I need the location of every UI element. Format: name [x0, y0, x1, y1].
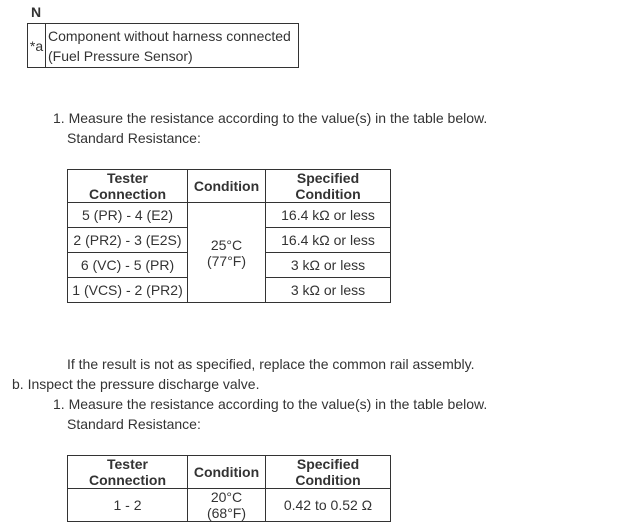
col-header-condition: Condition [188, 170, 266, 203]
condition-cell: 25°C (77°F) [188, 203, 266, 303]
tester-connection-cell: 1 (VCS) - 2 (PR2) [68, 278, 188, 303]
step-2-subtext: Standard Resistance: [67, 416, 201, 432]
col-header-spec: Specified Condition [266, 456, 391, 489]
legend-line-1: Component without harness connected [48, 27, 291, 44]
legend-key: *a [28, 24, 46, 68]
tester-connection-cell: 5 (PR) - 4 (E2) [68, 203, 188, 228]
step-2-text: 1. Measure the resistance according to the value(s) in the table below. [53, 396, 488, 412]
replace-note: If the result is not as specified, replace the common rail assembly. [67, 356, 475, 372]
legend-line-2: (Fuel Pressure Sensor) [48, 47, 193, 64]
tester-connection-cell: 6 (VC) - 5 (PR) [68, 253, 188, 278]
step-1-subtext: Standard Resistance: [67, 130, 201, 146]
legend-description [46, 24, 299, 68]
spec-cell: 3 kΩ or less [266, 278, 391, 303]
tester-connection-cell: 1 - 2 [68, 489, 188, 522]
spec-cell: 16.4 kΩ or less [266, 228, 391, 253]
col-header-condition: Condition [188, 456, 266, 489]
spec-cell: 0.42 to 0.52 Ω [266, 489, 391, 522]
col-header-tester: Tester Connection [68, 170, 188, 203]
resistance-table-1 [67, 169, 391, 303]
table-row [68, 489, 391, 522]
resistance-table-2 [67, 455, 391, 522]
table-row [68, 203, 391, 228]
col-header-spec: Specified Condition [266, 170, 391, 203]
step-1-text: 1. Measure the resistance according to the value(s) in the table below. [53, 110, 488, 126]
spec-cell: 16.4 kΩ or less [266, 203, 391, 228]
header-letter: N [31, 4, 42, 20]
condition-cell: 20°C (68°F) [188, 489, 266, 522]
tester-connection-cell: 2 (PR2) - 3 (E2S) [68, 228, 188, 253]
legend-table [27, 23, 299, 68]
col-header-tester: Tester Connection [68, 456, 188, 489]
spec-cell: 3 kΩ or less [266, 253, 391, 278]
step-b-text: b. Inspect the pressure discharge valve. [12, 376, 260, 392]
